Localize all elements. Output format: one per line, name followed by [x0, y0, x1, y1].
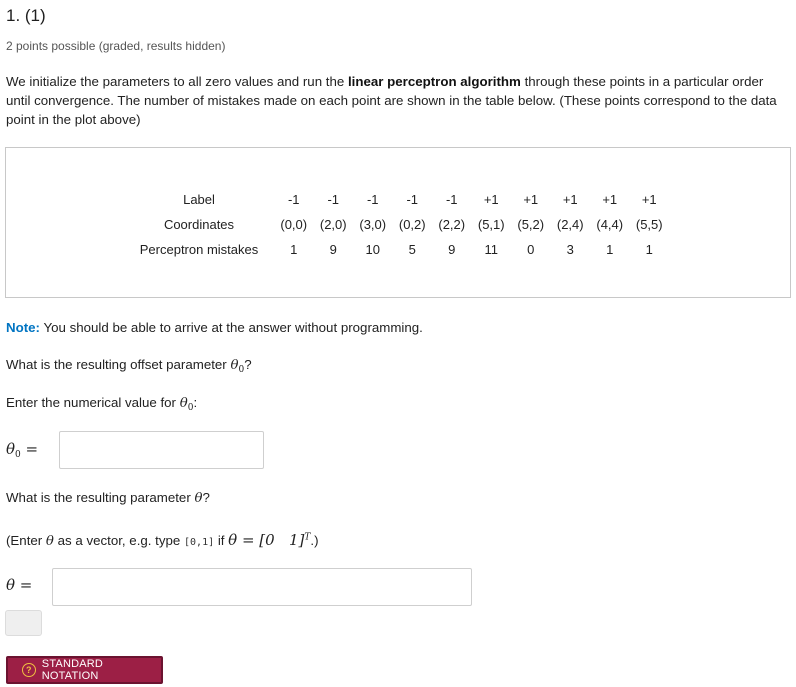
table-cell: +1 — [483, 192, 499, 207]
theta-instruction-prefix: (Enter — [6, 533, 46, 548]
theta-subscript: 0 — [187, 403, 194, 413]
theta-input[interactable] — [52, 568, 472, 606]
table-cell: +1 — [602, 192, 618, 207]
theta-answer-label: θ = — [6, 576, 33, 594]
mistakes-table — [132, 187, 669, 262]
transpose-superscript: T — [304, 532, 311, 543]
theta-instruction-end: .) — [310, 533, 319, 548]
theta-symbol: θ — [45, 534, 54, 549]
table-cell: (2,4) — [556, 217, 584, 232]
table-cell: (5,5) — [635, 217, 663, 232]
theta-question-text: What is the resulting parameter — [6, 490, 195, 505]
example-vector: θ = [0 1] — [228, 531, 305, 549]
table-cell: +1 — [641, 192, 657, 207]
question-intro — [6, 72, 786, 129]
table-cell: +1 — [562, 192, 578, 207]
table-row — [132, 237, 669, 262]
table-cell: 0 — [527, 242, 535, 257]
table-cell: (0,2) — [398, 217, 426, 232]
theta-instruction — [6, 531, 319, 549]
table-cell: (0,0) — [280, 217, 308, 232]
submit-button[interactable] — [5, 610, 42, 636]
table-cell: -1 — [287, 192, 300, 207]
table-cell: (5,1) — [477, 217, 505, 232]
question-title: 1. (1) — [6, 6, 46, 25]
example-code: [0,1] — [184, 537, 215, 548]
theta0-input[interactable] — [59, 431, 264, 469]
table-cell: +1 — [523, 192, 539, 207]
table-cell: 1 — [606, 242, 614, 257]
table-cell: 1 — [645, 242, 653, 257]
theta-instruction-mid: as a vector, e.g. type — [53, 533, 185, 548]
row-label: Coordinates — [163, 217, 235, 232]
table-cell: (5,2) — [517, 217, 545, 232]
table-cell: (3,0) — [359, 217, 387, 232]
table-cell: -1 — [366, 192, 379, 207]
theta-subscript: 0 — [238, 365, 245, 375]
offset-question-text: What is the resulting offset parameter — [6, 357, 231, 372]
table-cell: (2,0) — [319, 217, 347, 232]
intro-text: We initialize the parameters to all zero values and run the — [6, 74, 348, 89]
table-row — [132, 187, 669, 212]
table-cell: 9 — [448, 242, 456, 257]
offset-question-end: ? — [244, 357, 252, 372]
table-cell: (4,4) — [596, 217, 624, 232]
table-cell: (2,2) — [438, 217, 466, 232]
theta-subscript: 0 — [15, 450, 21, 460]
offset-instruction — [6, 395, 197, 413]
table-cell: 3 — [566, 242, 574, 257]
note — [6, 320, 423, 335]
theta-instruction-if: if — [214, 533, 229, 548]
table-cell: -1 — [327, 192, 340, 207]
theta-question-end: ? — [202, 490, 210, 505]
theta0-answer-label — [6, 440, 38, 460]
points-possible: 2 points possible (graded, results hidden) — [6, 39, 226, 53]
standard-notation-button[interactable] — [6, 656, 163, 684]
table-row — [132, 212, 669, 237]
intro-bold-text: linear perceptron algorithm — [347, 74, 521, 89]
table-cell: -1 — [445, 192, 458, 207]
theta-symbol: θ — [194, 491, 203, 506]
theta-symbol: θ — [179, 396, 188, 411]
theta-question — [6, 490, 210, 506]
table-cell: 5 — [408, 242, 416, 257]
offset-instruction-end: : — [193, 395, 198, 410]
mistakes-table-container — [5, 147, 791, 298]
equals-sign: = — [20, 440, 39, 458]
table-cell: -1 — [406, 192, 419, 207]
table-cell: 11 — [484, 242, 498, 257]
help-icon: ? — [22, 663, 36, 677]
table-cell: 9 — [329, 242, 337, 257]
offset-question — [6, 357, 252, 375]
theta-symbol: θ — [6, 440, 16, 458]
row-label: Perceptron mistakes — [139, 242, 259, 257]
theta-symbol: θ — [230, 358, 239, 373]
offset-instruction-text: Enter the numerical value for — [6, 395, 180, 410]
table-cell: 10 — [365, 242, 380, 257]
row-label: Label — [183, 192, 215, 207]
note-text: You should be able to arrive at the answer without programming. — [39, 320, 423, 335]
intro-text-rest: through these points in a particular order until convergence. The number of mistakes made on each point are shown in the table below. (These points correspond to the data point in the plot above) — [6, 74, 777, 127]
note-label: Note: — [6, 320, 40, 335]
standard-notation-label: STANDARD NOTATION — [41, 658, 104, 682]
table-cell: 1 — [290, 242, 298, 257]
